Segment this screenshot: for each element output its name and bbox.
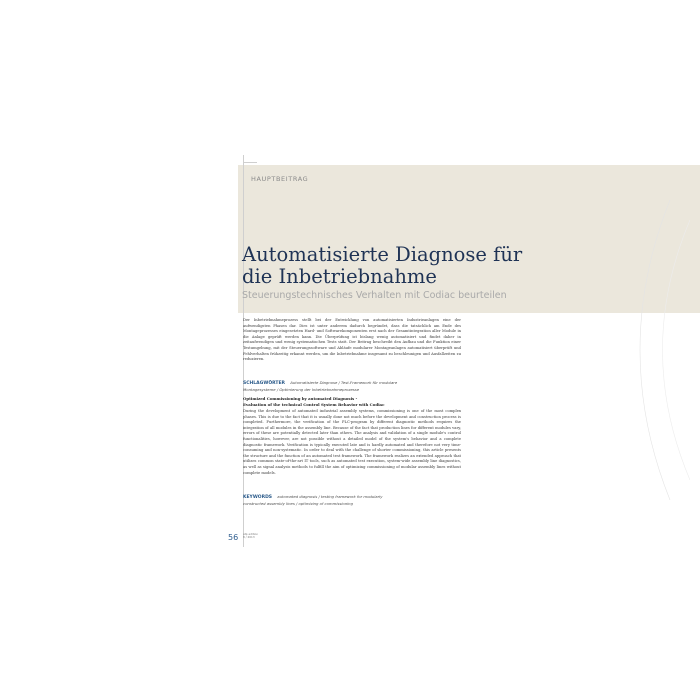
journal-name: atp edition <box>243 532 259 536</box>
german-keywords-text: Automatisierte Diagnose / Test-Framework für modulare Montagesysteme / Optimierung der Inbetriebnahmeprozesse <box>243 380 398 392</box>
english-heading-line-1: Optimized Commissioning by automated Diagnosis - <box>243 396 358 401</box>
german-abstract: Der Inbetriebnahmeprozess stellt bei der Entwicklung von automatisierten Industrieanlagen eine der aufwendigsten Phasen dar. Dies ist unter anderem dadurch begründet, dass die tatsächlich am Ende des Montageprozesses eingesetzten Hard- und Softwarekomponenten erst nach der Gesamtintegration aller Module in die Anlage geprüft werden kann. Die Überprüfung ist bislang wenig automatisiert und findet daher in zeitaufwendigen und wenig systematischen Tests statt. Der Beitrag beschreibt den Aufbau und die Funktion einer Testumgebung, mit der Steuerungssoftware und Abläufe modularer Montageanlagen automatisiert überprüft und Fehlverhalten frühzeitig erkannt werden, um die Inbetriebnahme insgesamt zu beschleunigen und Ausfallzeiten zu reduzieren. <box>243 318 461 362</box>
section-label: HAUPTBEITRAG <box>251 175 309 183</box>
english-heading <box>243 396 461 407</box>
english-abstract: During the development of automated industrial assembly systems, commissioning is one of the most complex phases. This is due to the fact that it is usually done not much before the development and construction process is completed. Furthermore, the verification of the PLC-program by different diagnostic methods requires the integration of all modules in the assembly line. Because of the fact that production lines for different modules vary, errors of these are potentially detected later than others. The analysis and validation of a single module's control functionalities, however, are not possible without a detailed model of the system's behavior and a complete diagnostic framework. Verification is typically executed late and is hardly automated and therefore not very time-consuming and non-systematic. In order to deal with the challenge of shorter commissioning, this article presents the structure and the function of an automated test framework. The framework realizes an extended approach that utilizes common state-of-the-art IT tools, such as automated test execution, system-wide assembly line diagnostics, as well as signal analysis methods to fulfill the aim of optimizing commissioning of modular assembly lines without complete models. <box>243 409 461 475</box>
german-keywords <box>243 380 403 392</box>
english-heading-line-2: Evaluation of the technical Control System Behavior with Codiac <box>243 401 385 407</box>
margin-guide-tick <box>243 162 257 163</box>
page-number: 56 <box>228 533 239 542</box>
journal-issue: 8 / 2013 <box>243 535 255 540</box>
article-subtitle: Steuerungstechnisches Verhalten mit Codiac beurteilen <box>242 290 507 301</box>
article-title-line-2: die Inbetriebnahme <box>242 265 437 288</box>
article-title-line-1: Automatisierte Diagnose für <box>242 243 523 266</box>
journal-footer <box>243 533 258 540</box>
english-keywords-label: KEYWORDS <box>243 495 273 500</box>
german-keywords-label: SCHLAGWÖRTER <box>243 381 286 386</box>
article-title <box>242 244 622 288</box>
english-keywords <box>243 494 403 506</box>
english-keywords-text: automated diagnosis / testing framework for modularly constructed assembly lines / optimizing of commissioning <box>243 494 383 506</box>
